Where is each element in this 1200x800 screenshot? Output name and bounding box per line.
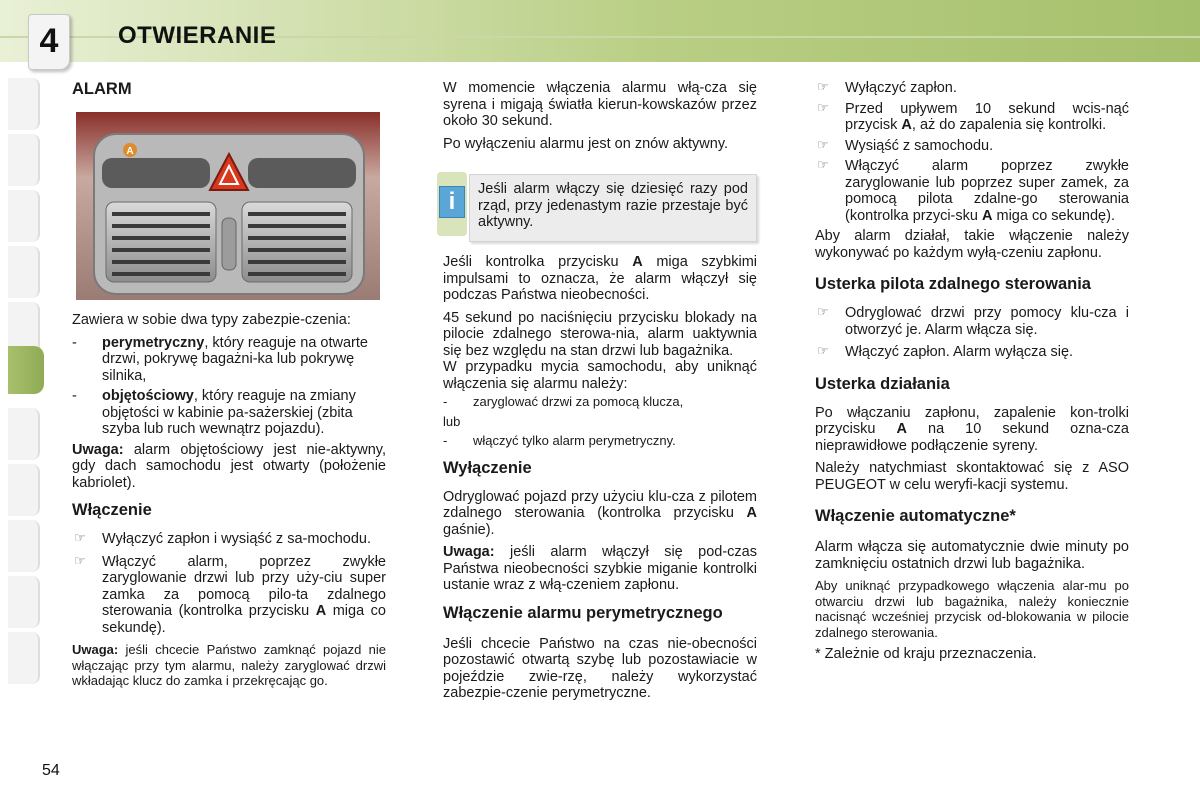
dashboard-alarm-photo (76, 112, 380, 300)
paragraph: Alarm włącza się automatycznie dwie minuty po zamknięciu ostatnich drzwi lub bagażnika. (815, 539, 1129, 572)
info-icon: i (439, 186, 465, 218)
page-number: 54 (42, 762, 60, 779)
list-item: ☞ Włączyć alarm poprzez zwykłe zaryglowanie lub poprzez super zamek, za pomocą pilota zdalne-go sterowania (kontrolka przyci-sku A miga co sekundę). (817, 157, 1129, 224)
hand-pointer-icon: ☞ (817, 304, 829, 319)
info-text: Jeśli alarm włączy się dziesięć razy pod rząd, przy jedenastym razie przestaje być aktywny. (469, 174, 757, 242)
footnote: * Zależnie od kraju przeznaczenia. (815, 646, 1037, 662)
paragraph: W momencie włączenia alarmu włą-cza się syrena i migają światła kierun-kowskazów przez około 30 sekund. (443, 80, 757, 129)
list-item: ☞ Wyłączyć zapłon. (817, 79, 957, 96)
paragraph: Aby alarm działał, takie włączenie należy wykonywać po każdym wyłą-czeniu zapłonu. (815, 228, 1129, 261)
hand-pointer-icon: ☞ (817, 136, 829, 152)
section-heading-alarm: ALARM (72, 80, 132, 98)
list-item: ☞ Odryglować drzwi przy pomocy klu-cza i otworzyć je. Alarm włącza się. (817, 304, 1129, 338)
hand-pointer-icon: ☞ (817, 343, 829, 358)
hand-pointer-icon: ☞ (817, 99, 829, 115)
hand-pointer-icon: ☞ (74, 530, 86, 545)
section-heading-wlaczenie: Włączenie (72, 501, 152, 519)
photo-label-a: A (126, 146, 134, 157)
paragraph: Aby uniknąć przypadkowego włączenia alar-mu po otwarciu drzwi lub bagażnika, należy koniecznie nacisnąć wcześniej przycisk od-blokowania w pilocie zdalnego sterowania. (815, 578, 1129, 640)
note-text: Uwaga: jeśli chcecie Państwo zamknąć pojazd nie włączając przy tym alarmu, należy zaryglować drzwi wkładając klucz do zamka i przekręcając go. (72, 642, 386, 688)
chapter-title: OTWIERANIE (118, 22, 277, 49)
list-item: - włączyć tylko alarm perymetryczny. (443, 433, 676, 448)
section-heading-perymetryczny: Włączenie alarmu perymetrycznego (443, 603, 723, 622)
paragraph: Należy natychmiast skontaktować się z ASO PEUGEOT w celu weryfi-kacji systemu. (815, 460, 1129, 493)
list-item: ☞ Przed upływem 10 sekund wcis-nąć przycisk A, aż do zapalenia się kontrolki. (817, 99, 1129, 133)
list-item: - objętościowy, który reaguje na zmiany objętości w kabinie pa-sażerskiej (zbita szyba lub ruch wewnątrz pojazdu). (72, 388, 356, 437)
hand-pointer-icon: ☞ (817, 157, 829, 172)
section-heading-automatyczne: Włączenie automatyczne* (815, 507, 1016, 525)
list-item: ☞ Wysiąść z samochodu. (817, 136, 994, 154)
list-item: lub (443, 413, 461, 429)
list-item: ☞ Wyłączyć zapłon i wysiąść z sa-mochodu. (74, 530, 372, 547)
list-item: ☞ Włączyć alarm, poprzez zwykłe zaryglowanie drzwi lub przy uży-ciu super zamka za pomocą pilo-ta zdalnego sterowania (kontrolka przycisku A miga co sekundę). (74, 552, 386, 636)
paragraph: Po włączaniu zapłonu, zapalenie kon-trolki przycisku A na 10 sekund ozna-cza nieprawidłowe podłączenie syreny. (815, 404, 1129, 454)
list-item: - zaryglować drzwi za pomocą klucza, (443, 394, 684, 409)
intro-text: Zawiera w sobie dwa typy zabezpie-czenia: (72, 312, 351, 328)
column-2 (443, 80, 757, 708)
active-chapter-marker (8, 346, 44, 394)
chapter-number: 4 (28, 14, 70, 70)
paragraph: Po wyłączeniu alarmu jest on znów aktywny. (443, 135, 729, 152)
note-text: Uwaga: jeśli alarm włączył się pod-czas Państwa nieobecności szybkie miganie kontrolki ustanie wraz z włą-czeniem zapłonu. (443, 544, 757, 593)
section-heading-usterka-dzialania: Usterka działania (815, 374, 950, 393)
paragraph: Jeśli chcecie Państwo na czas nie-obecności pozostawić otwartą szybę lub pozostawiacie w pojeździe zwie-rzę, należy wykorzystać zabezpie-czenie perymetryczne. (443, 635, 757, 701)
paragraph: Odryglować pojazd przy użyciu klu-cza z pilotem zdalnego sterowania (kontrolka przycisku A gaśnie). (443, 488, 757, 538)
hand-pointer-icon: ☞ (817, 79, 829, 94)
section-heading-wylaczenie: Wyłączenie (443, 458, 532, 477)
hand-pointer-icon: ☞ (74, 552, 86, 568)
paragraph: W przypadku mycia samochodu, aby uniknąć włączenia się alarmu należy: (443, 359, 757, 392)
column-1 (72, 80, 386, 695)
note-text: Uwaga: alarm objętościowy jest nie-aktywny, gdy dach samochodu jest otwarty (położenie kabriolet). (72, 441, 386, 491)
list-item: ☞ Włączyć zapłon. Alarm wyłącza się. (817, 343, 1074, 360)
column-3 (815, 80, 1129, 669)
section-heading-usterka-pilota: Usterka pilota zdalnego sterowania (815, 275, 1091, 293)
list-item: - perymetryczny, który reaguje na otwarte drzwi, pokrywę bagażni-ka lub pokrywę silnika, (72, 334, 368, 384)
paragraph: Jeśli kontrolka przycisku A miga szybkimi impulsami to oznacza, że alarm włączył się podczas Państwa nieobecności. (443, 254, 758, 303)
paragraph: 45 sekund po naciśnięciu przycisku blokady na pilocie zdalnego sterowa-nia, alarm uaktywnia się bez względu na stan drzwi lub bagażnika. (443, 309, 757, 359)
info-box (443, 170, 757, 240)
chapter-side-rail (8, 78, 42, 718)
